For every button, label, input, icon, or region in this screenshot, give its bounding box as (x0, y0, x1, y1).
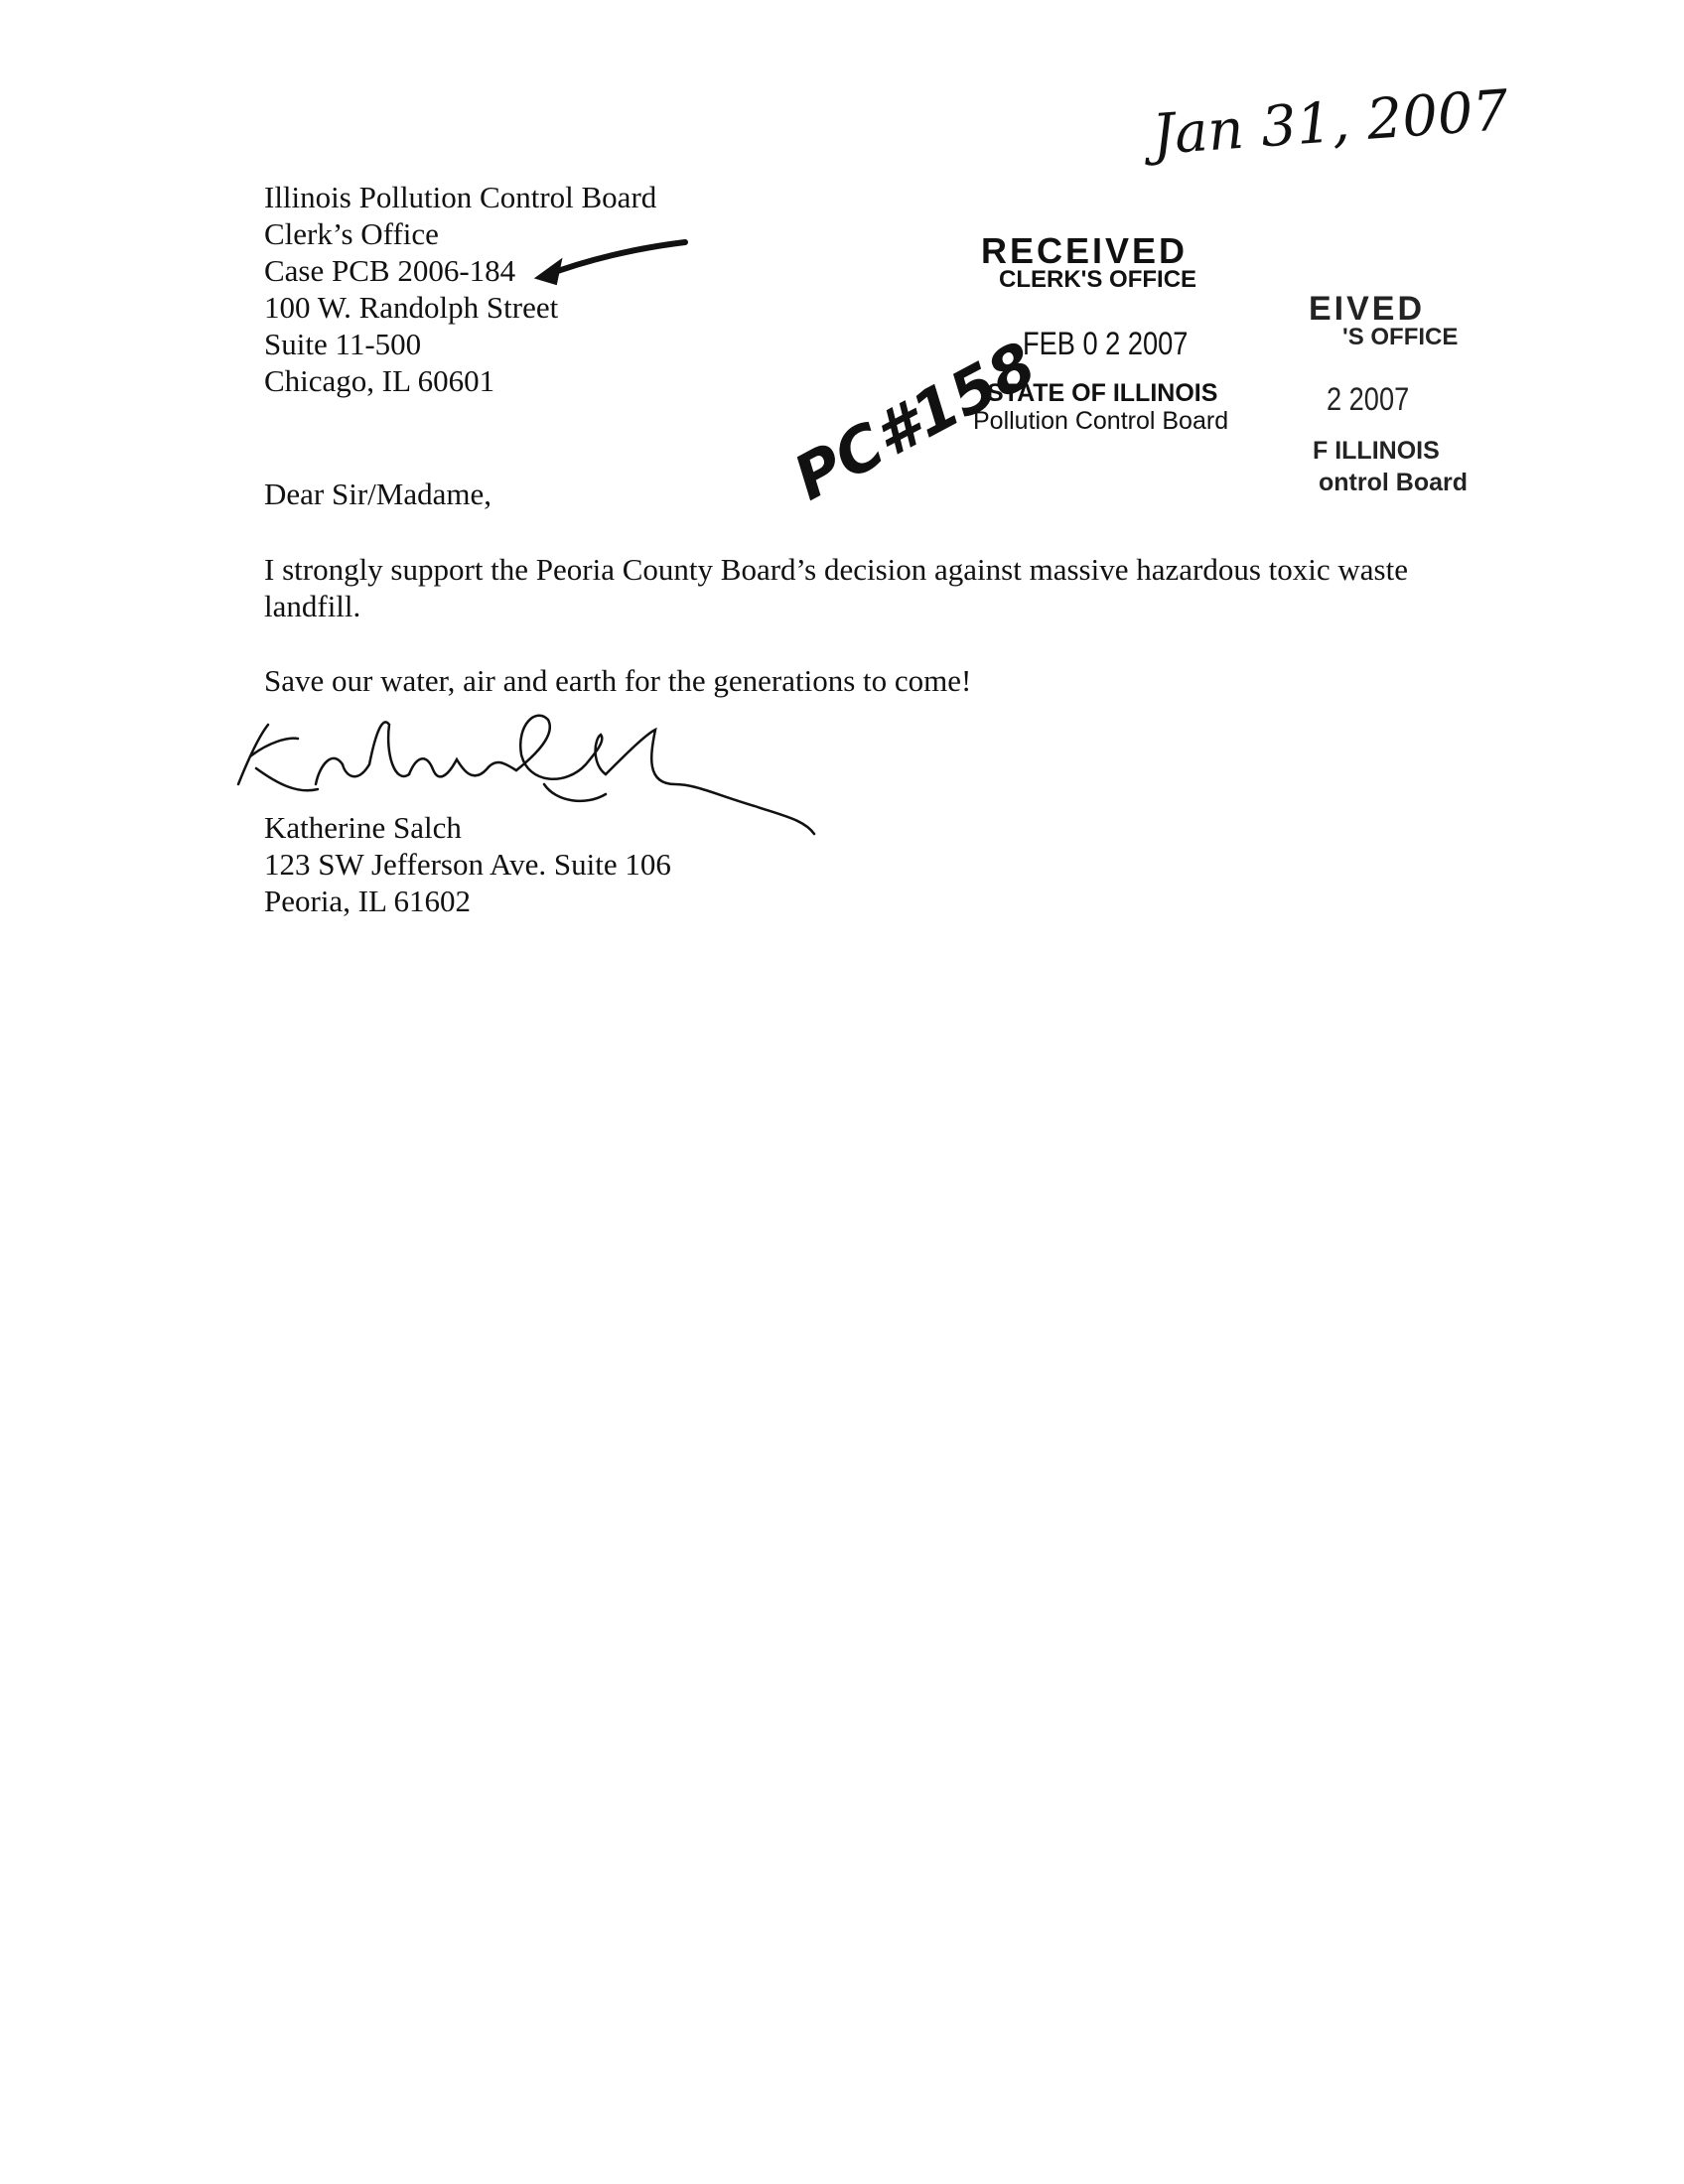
letter-body: I strongly support the Peoria County Board’s decision against massive hazardous toxic waste landfill. (264, 552, 1408, 623)
stamp-title: RECEIVED (981, 230, 1189, 271)
recipient-line-street: 100 W. Randolph Street (264, 290, 559, 325)
recipient-line-board: Illinois Pollution Control Board (264, 180, 657, 214)
closing-line: Save our water, air and earth for the generations to come! (264, 663, 972, 698)
handwritten-pc-number: PC#158 (781, 328, 1048, 515)
sender-name: Katherine Salch (264, 810, 462, 845)
recipient-line-city: Chicago, IL 60601 (264, 363, 495, 398)
sender-address: 123 SW Jefferson Ave. Suite 106 (264, 847, 671, 882)
stamp-date: FEB 0 2 2007 (1023, 326, 1189, 361)
stamp-faded-date: 2 2007 (1327, 381, 1410, 417)
stamp-faded-board: ontrol Board (1319, 469, 1468, 496)
stamp-faded-office: 'S OFFICE (1342, 324, 1459, 350)
stamp-faded-title: EIVED (1309, 290, 1426, 328)
salutation: Dear Sir/Madame, (264, 477, 491, 511)
recipient-address (264, 179, 656, 399)
stamp-faded-state: F ILLINOIS (1313, 437, 1440, 465)
sender-city: Peoria, IL 61602 (264, 884, 472, 918)
recipient-line-office: Clerk’s Office (264, 216, 439, 251)
stamp-state: STATE OF ILLINOIS (987, 379, 1218, 407)
stamp-board: Pollution Control Board (973, 407, 1229, 435)
recipient-line-case: Case PCB 2006-184 (264, 253, 516, 288)
handwritten-date: Jan 31, 2007 (1150, 78, 1511, 168)
stamp-office: CLERK'S OFFICE (999, 266, 1197, 293)
sender-block (264, 809, 671, 919)
recipient-line-suite: Suite 11-500 (264, 327, 422, 361)
